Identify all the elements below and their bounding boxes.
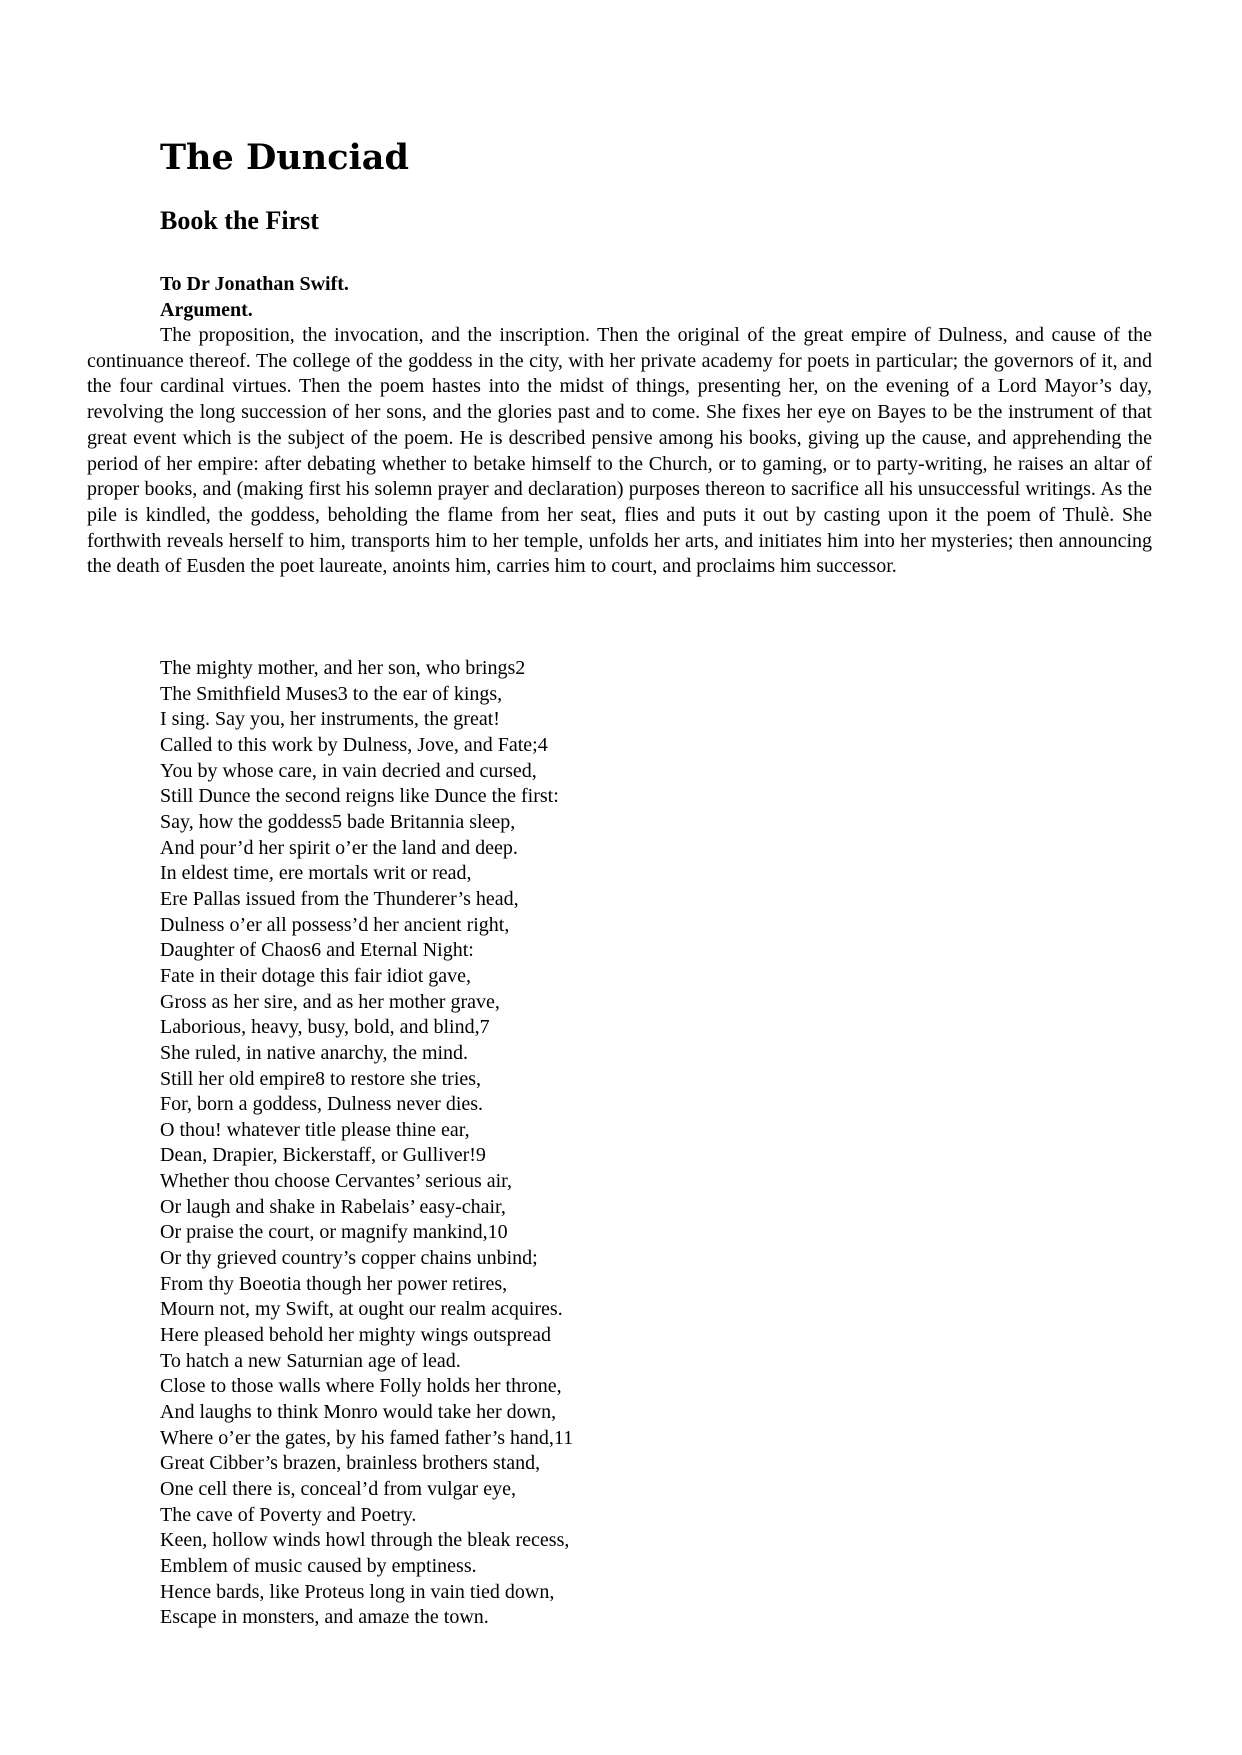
poem-line: One cell there is, conceal’d from vulgar eye,	[160, 1478, 516, 1500]
poem-line: Or thy grieved country’s copper chains unbind;	[160, 1247, 538, 1270]
poem-line: She ruled, in native anarchy, the mind.	[160, 1041, 469, 1064]
poem-line: For, born a goddess, Dulness never dies.	[160, 1093, 484, 1116]
book-subtitle: Book the First	[160, 206, 319, 235]
poem-line: Gross as her sire, and as her mother grave,	[160, 990, 500, 1013]
poem-line: Fate in their dotage this fair idiot gave,	[160, 964, 472, 987]
poem-line: Still her old empire8 to restore she tries,	[160, 1067, 482, 1090]
poem-line: In eldest time, ere mortals writ or read,	[160, 862, 472, 885]
poem-line: From thy Boeotia though her power retires,	[160, 1272, 508, 1295]
poem-verses	[160, 656, 573, 1631]
poem-line: O thou! whatever title please thine ear,	[160, 1118, 470, 1141]
poem-line: Where o’er the gates, by his famed father’s hand,11	[160, 1426, 574, 1449]
poem-line: Keen, hollow winds howl through the bleak recess,	[160, 1529, 570, 1552]
poem-line: Escape in monsters, and amaze the town.	[160, 1606, 489, 1629]
poem-line: Dulness o’er all possess’d her ancient right,	[160, 913, 510, 936]
poem-line: Laborious, heavy, busy, bold, and blind,7	[160, 1016, 490, 1039]
poem-line: Here pleased behold her mighty wings outspread	[160, 1324, 552, 1347]
dedication: To Dr Jonathan Swift.	[160, 273, 349, 295]
poem-line: And pour’d her spirit o’er the land and deep.	[160, 836, 518, 859]
poem-line: And laughs to think Monro would take her down,	[160, 1401, 557, 1424]
poem-line: I sing. Say you, her instruments, the great!	[160, 708, 500, 731]
argument-heading: Argument.	[160, 299, 253, 321]
poem-line: The mighty mother, and her son, who brings2	[160, 657, 526, 679]
poem-line: Called to this work by Dulness, Jove, and Fate;4	[160, 733, 548, 756]
poem-line: Daughter of Chaos6 and Eternal Night:	[160, 939, 474, 962]
poem-line: Mourn not, my Swift, at ought our realm acquires.	[160, 1298, 563, 1321]
poem-line: To hatch a new Saturnian age of lead.	[160, 1349, 461, 1372]
argument-paragraph: The proposition, the invocation, and the inscription. Then the original of the great empire of Dulness, and cause of the continuance thereof. The college of the goddess in the city, with her private academy for poets in particular; the governors of it, and the four cardinal virtues. Then the poem hastes into the midst of things, presenting her, on the evening of a Lord Mayor’s day, revolving the long succession of her sons, and the glories past and to come. She fixes her eye on Bayes to be the instrument of that great event which is the subject of the poem. He is described pensive among his books, giving up the cause, and apprehending the period of her empire: after debating whether to betake himself to the Church, or to gaming, or to party-writing, he raises an altar of proper books, and (making first his solemn prayer and declaration) purposes thereon to sacrifice all his unsuccessful writings. As the pile is kindled, the goddess, beholding the flame from her seat, flies and puts it out by casting upon it the poem of Thulè. She forthwith reveals herself to him, transports him to her temple, unfolds her arts, and initiates him into her mysteries; then announcing the death of Eusden the poet laureate, anoints him, carries him to court, and proclaims him successor.	[87, 324, 1152, 578]
poem-line: Dean, Drapier, Bickerstaff, or Gulliver!9	[160, 1144, 486, 1167]
poem-line: Say, how the goddess5 bade Britannia sleep,	[160, 810, 516, 833]
poem-line: Or laugh and shake in Rabelais’ easy-chair,	[160, 1195, 506, 1218]
page-title: The Dunciad	[160, 137, 409, 178]
poem-line: Or praise the court, or magnify mankind,10	[160, 1221, 508, 1244]
poem-line: Still Dunce the second reigns like Dunce the first:	[160, 785, 559, 808]
poem-line: Ere Pallas issued from the Thunderer’s head,	[160, 887, 519, 910]
poem-line: Close to those walls where Folly holds her throne,	[160, 1375, 562, 1398]
poem-line: Hence bards, like Proteus long in vain tied down,	[160, 1580, 555, 1603]
poem-line: Great Cibber’s brazen, brainless brothers stand,	[160, 1452, 541, 1475]
poem-line: The Smithfield Muses3 to the ear of kings,	[160, 682, 503, 705]
poem-line: The cave of Poverty and Poetry.	[160, 1503, 417, 1526]
poem-line: Whether thou choose Cervantes’ serious air,	[160, 1170, 513, 1193]
poem-line: You by whose care, in vain decried and cursed,	[160, 759, 537, 782]
poem-line: Emblem of music caused by emptiness.	[160, 1554, 477, 1577]
